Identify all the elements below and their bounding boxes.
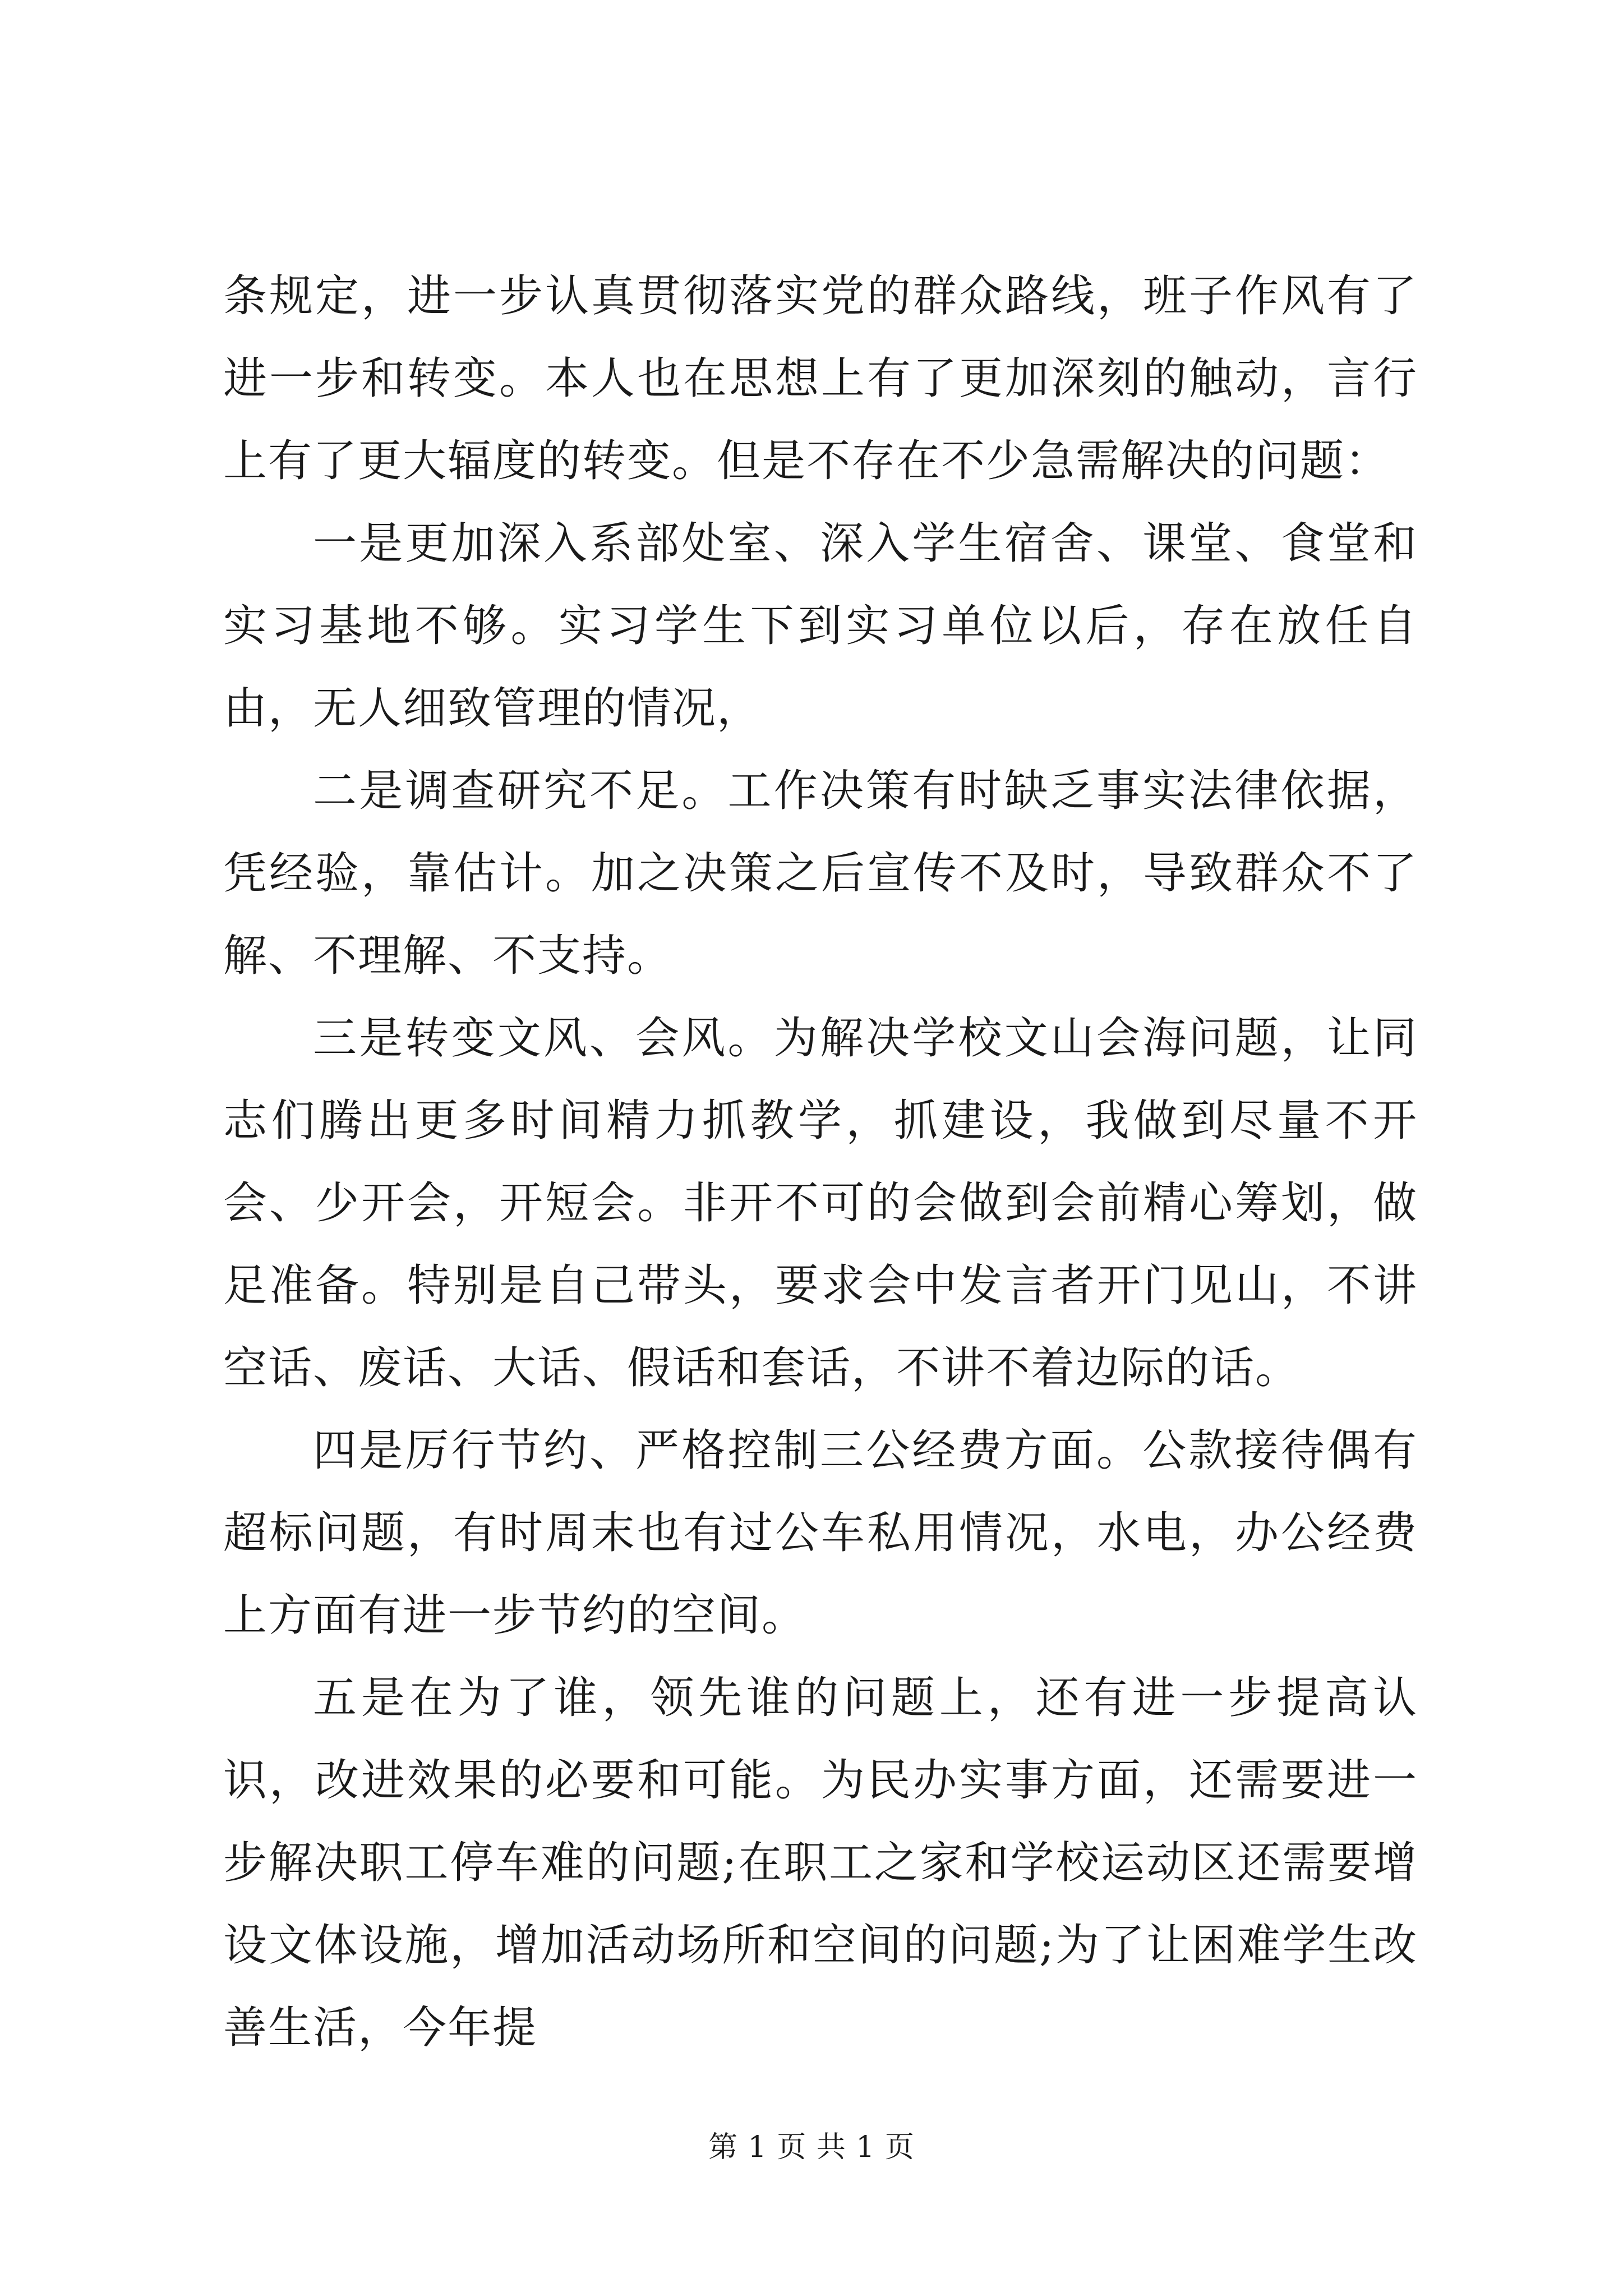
page-footer: 第 1 页 共 1 页	[708, 2131, 915, 2164]
paragraph-point-three: 三是转变文风、会风。为解决学校文山会海问题，让同志们腾出更多时间精力抓教学，抓建设，我做到尽量不开会、少开会，开短会。非开不可的会做到会前精心筹划，做足准备。特别是自己带头，要求会中发言者开门见山，不讲空话、废话、大话、假话和套话，不讲不着边际的话。	[223, 1013, 1418, 1393]
paragraph-point-five: 五是在为了谁，领先谁的问题上，还有进一步提高认识，改进效果的必要和可能。为民办实事方面，还需要进一步解决职工停车难的问题;在职工之家和学校运动区还需要增设文体设施，增加活动场所和空间的问题;为了让困难学生改善生活，今年提	[223, 1673, 1418, 2053]
paragraph-point-two: 二是调查研究不足。工作决策有时缺乏事实法律依据，凭经验，靠估计。加之决策之后宣传不及时，导致群众不了解、不理解、不支持。	[223, 766, 1418, 981]
paragraph-point-one: 一是更加深入系部处室、深入学生宿舍、课堂、食堂和实习基地不够。实习学生下到实习单位以后，存在放任自由，无人细致管理的情况，	[223, 518, 1418, 734]
document-body	[223, 255, 1418, 2069]
paragraph-continuation: 条规定，进一步认真贯彻落实党的群众路线，班子作风有了进一步和转变。本人也在思想上有了更加深刻的触动，言行上有了更大辐度的转变。但是不存在不少急需解决的问题：	[223, 271, 1418, 486]
paragraph-point-four: 四是厉行节约、严格控制三公经费方面。公款接待偶有超标问题，有时周末也有过公车私用情况，水电，办公经费上方面有进一步节约的空间。	[223, 1425, 1418, 1641]
